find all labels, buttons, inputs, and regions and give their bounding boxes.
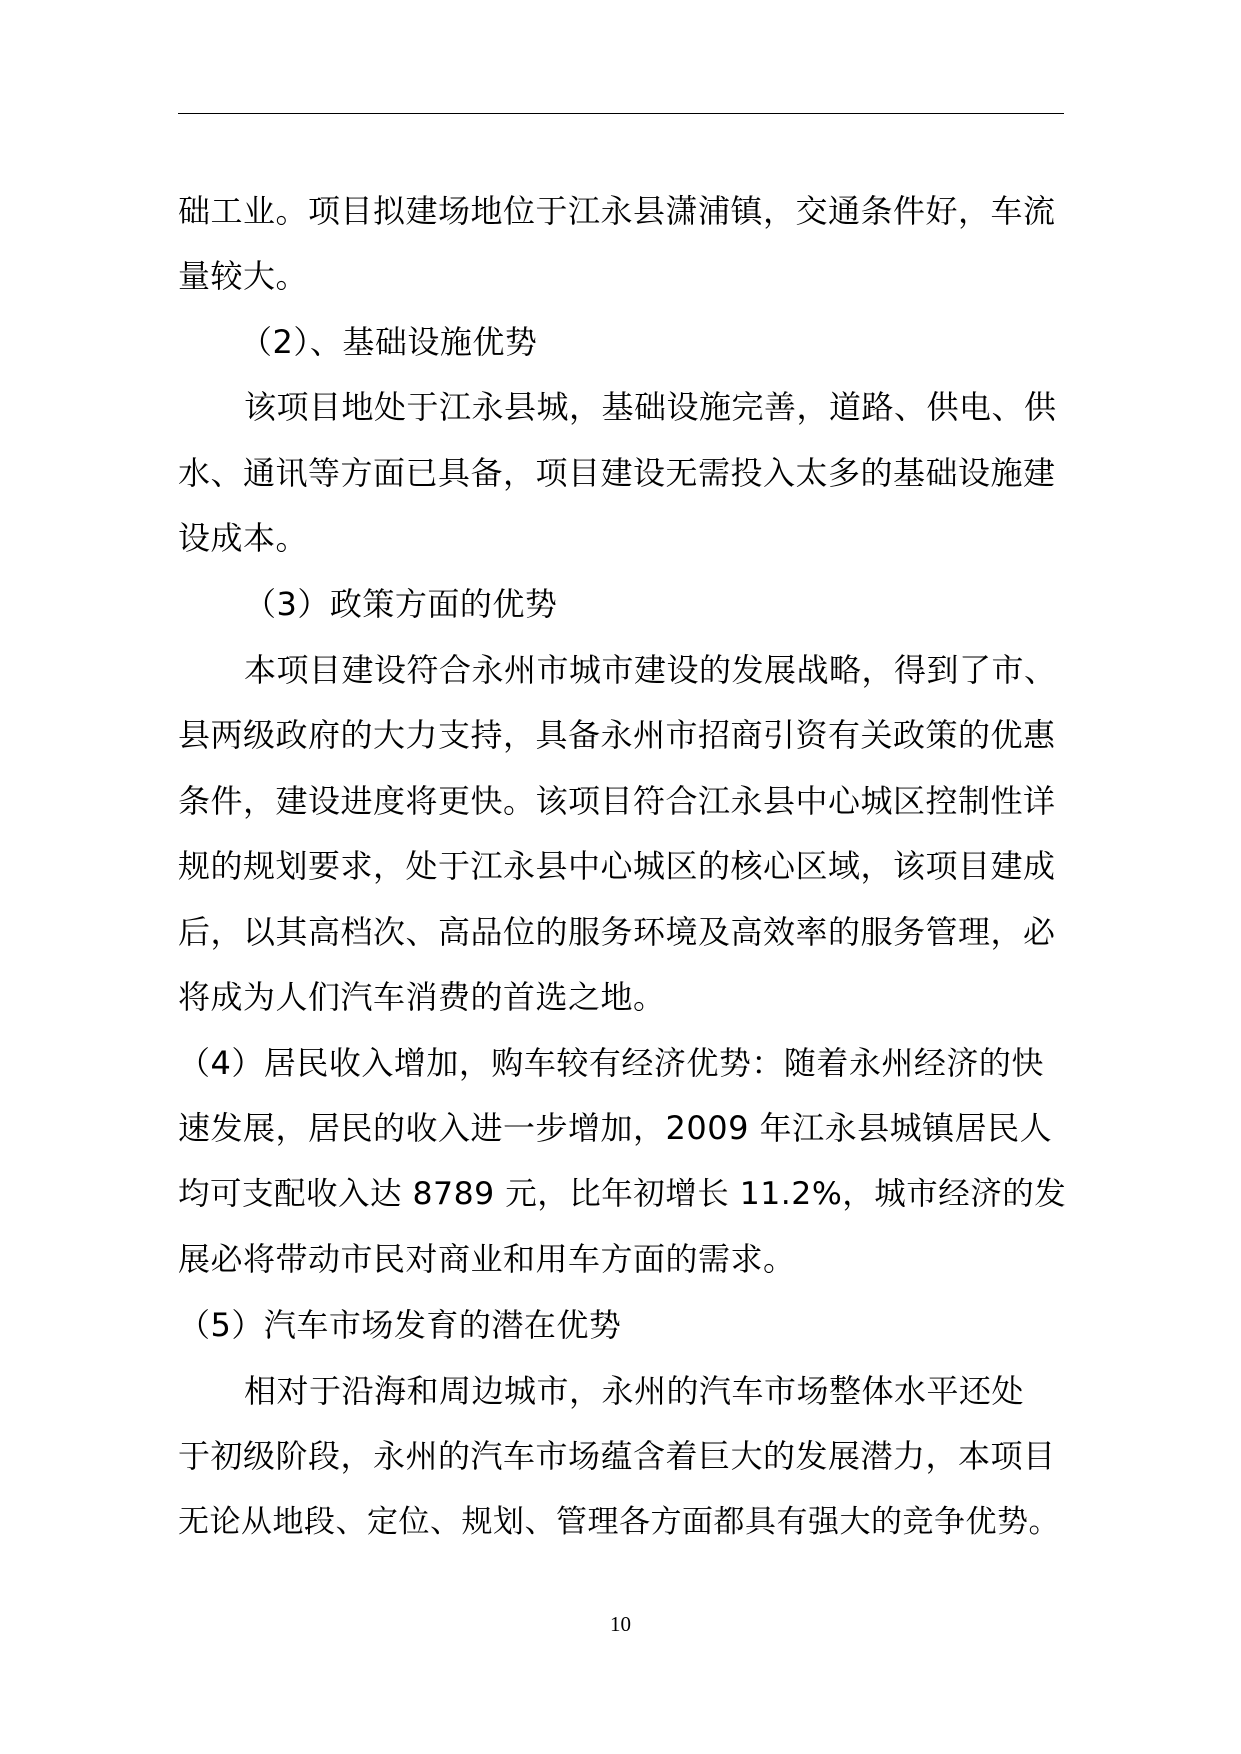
body-line: 后，以其高档次、高品位的服务环境及高效率的服务管理，必 — [178, 913, 1056, 951]
body-line: 均可支配收入达 8789 元，比年初增长 11.2%，城市经济的发 — [178, 1176, 1067, 1212]
body-line: 量较大。 — [178, 257, 309, 295]
section-heading-3: （3）政策方面的优势 — [244, 585, 558, 623]
body-line: 无论从地段、定位、规划、管理各方面都具有强大的竞争优势。 — [178, 1504, 1060, 1540]
body-line: 规的规划要求，处于江永县中心城区的核心区域，该项目建成 — [178, 847, 1056, 885]
body-line: 速发展，居民的收入进一步增加，2009 年江永县城镇居民人 — [178, 1109, 1053, 1147]
section-heading-5: （5）汽车市场发育的潜在优势 — [178, 1306, 622, 1344]
body-line: 于初级阶段，永州的汽车市场蕴含着巨大的发展潜力，本项目 — [178, 1437, 1056, 1475]
body-line: 设成本。 — [178, 519, 309, 557]
page-number: 10 — [610, 1612, 631, 1636]
body-line: 条件，建设进度将更快。该项目符合江永县中心城区控制性详 — [178, 782, 1056, 820]
body-line: 将成为人们汽车消费的首选之地。 — [178, 978, 666, 1016]
header-rule — [178, 113, 1064, 114]
body-line: 县两级政府的大力支持，具备永州市招商引资有关政策的优惠 — [178, 716, 1056, 754]
body-line: 础工业。项目拟建场地位于江永县潇浦镇，交通条件好，车流 — [178, 192, 1056, 230]
body-line: 相对于沿海和周边城市，永州的汽车市场整体水平还处 — [244, 1372, 1025, 1410]
body-line: 展必将带动市民对商业和用车方面的需求。 — [178, 1240, 796, 1278]
body-line: 本项目建设符合永州市城市建设的发展战略，得到了市、 — [244, 651, 1057, 689]
section-heading-4: （4）居民收入增加，购车较有经济优势：随着永州经济的快 — [178, 1044, 1044, 1082]
body-line: 该项目地处于江永县城，基础设施完善，道路、供电、供 — [244, 388, 1057, 426]
section-heading-2: （2）、基础设施优势 — [240, 323, 538, 361]
body-line: 水、通讯等方面已具备，项目建设无需投入太多的基础设施建 — [178, 454, 1056, 492]
